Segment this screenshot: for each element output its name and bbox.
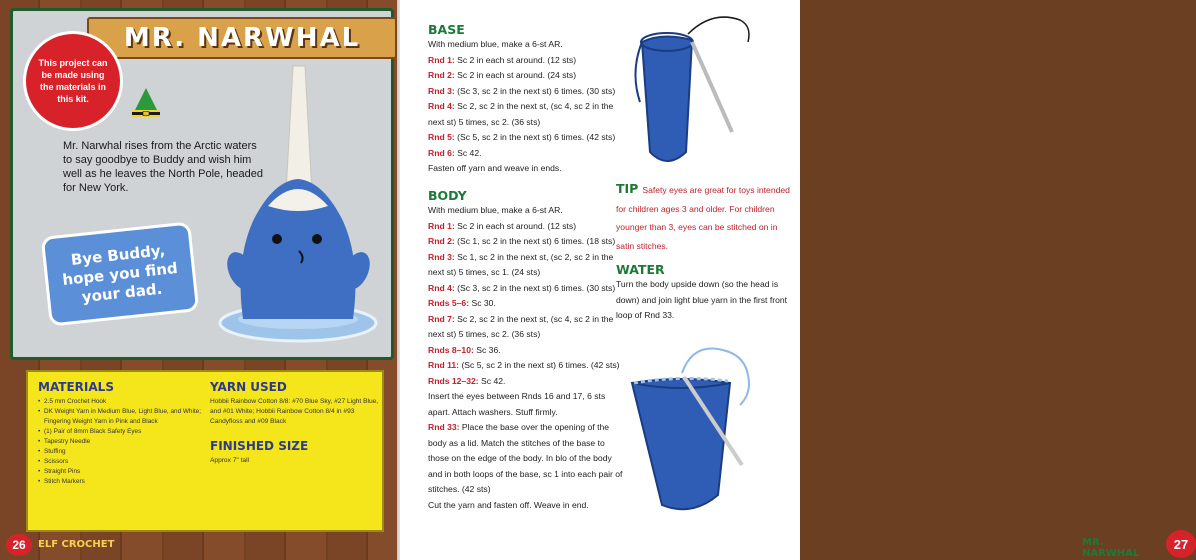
- list-item: • 2.5 mm Crochet Hook: [38, 397, 208, 407]
- base-section: [428, 22, 628, 177]
- materials-heading: MATERIALS: [38, 380, 114, 394]
- round-label: Rnd 2:: [428, 70, 455, 80]
- round-text: Sc 2, sc 2 in the next st, (sc 4, sc 2 in the next st) 5 times, sc 2. (36 sts): [428, 101, 614, 127]
- round-text: Sc 2, sc 2 in the next st, (sc 4, sc 2 in the next st) 5 times, sc 2. (36 sts): [428, 313, 614, 339]
- page-title: MR. NARWHAL: [123, 23, 361, 53]
- water-text: Turn the body upside down (so the head is down) and join light blue yarn in the first front loop of Rnd 33.: [616, 279, 788, 320]
- round-label: Rnd 2:: [428, 236, 455, 246]
- yarn-column: [210, 380, 380, 466]
- materials-list: [38, 397, 208, 487]
- finished-size-text: Approx 7" tall: [210, 457, 249, 464]
- round-text: Sc 42.: [481, 375, 506, 386]
- water-section: [616, 262, 790, 324]
- round-line: [428, 358, 628, 374]
- round-text: Sc 36.: [476, 344, 501, 355]
- water-crochet-illustration: [622, 345, 782, 520]
- materials-column: [38, 380, 208, 487]
- round-text: Sc 1, sc 2 in the next st, (sc 2, sc 2 in the next st) 5 times, sc 1. (24 sts): [428, 251, 614, 277]
- tip-box: [616, 180, 790, 254]
- round-line: [428, 281, 628, 297]
- round-line: [428, 130, 628, 146]
- body-outro: Cut the yarn and fasten off. Weave in end.: [428, 499, 589, 510]
- round-label: Rnd 7:: [428, 313, 455, 324]
- body-heading: BODY: [428, 188, 467, 203]
- list-item: • Tapestry Needle: [38, 437, 208, 447]
- round-line: [428, 99, 628, 130]
- round-line: [428, 374, 628, 390]
- round-text: Sc 2 in each st around. (12 sts): [457, 54, 577, 65]
- round-label: Rnd 6:: [428, 147, 455, 158]
- round-line: [428, 219, 628, 235]
- round-label: Rnd 1:: [428, 54, 455, 65]
- page-number-left: 26: [6, 534, 32, 556]
- list-item: • Straight Pins: [38, 467, 208, 477]
- base-pattern: [428, 37, 628, 177]
- round-text: (Sc 1, sc 2 in the next st) 6 times. (18 sts): [457, 236, 616, 246]
- yarn-text: Hobbii Rainbow Cotton 8/8: #70 Blue Sky, #27 Light Blue, and #01 White; Hobbii Rainbow Cotton 8/4 in #93 Candyfloss and #09 Black: [210, 398, 379, 425]
- round-line: [428, 53, 628, 69]
- round-label: Rnds 8–10:: [428, 344, 474, 355]
- yarn-heading: YARN USED: [210, 380, 287, 394]
- list-item: • Stitch Markers: [38, 477, 208, 487]
- round-line: [428, 312, 628, 343]
- round-label: Rnd 1:: [428, 220, 455, 231]
- round-text: Sc 42.: [457, 147, 482, 158]
- round-label: Rnd 33:: [428, 422, 460, 432]
- tip-text: Safety eyes are great for toys intended for children ages 3 and older. For children younger than 3, eyes can be stitched on in satin stitches.: [616, 185, 790, 251]
- round-line: [428, 420, 628, 498]
- round-line: [428, 296, 628, 312]
- round-line: [428, 234, 628, 250]
- round-label: Rnds 12–32:: [428, 375, 479, 386]
- base-crochet-illustration: [622, 12, 782, 172]
- round-label: Rnds 5–6:: [428, 298, 470, 308]
- footer-title: MR. NARWHAL: [1082, 537, 1140, 559]
- round-line: [428, 146, 628, 162]
- insert-eyes-text: Insert the eyes between Rnds 16 and 17, 6 sts apart. Attach washers. Stuff firmly.: [428, 391, 606, 417]
- tip-heading: TIP: [616, 181, 639, 196]
- base-outro: Fasten off yarn and weave in ends.: [428, 163, 562, 173]
- round-line: [428, 84, 628, 100]
- round-text: Sc 2 in each st around. (12 sts): [457, 220, 577, 231]
- round-text: (Sc 5, sc 2 in the next st) 6 times. (42 sts): [461, 360, 620, 370]
- base-heading: BASE: [428, 22, 465, 37]
- right-page: [400, 0, 1189, 560]
- round-text: (Sc 3, sc 2 in the next st) 6 times. (30 sts): [457, 282, 616, 293]
- round-label: Rnd 3:: [428, 251, 455, 262]
- round-label: Rnd 5:: [428, 132, 455, 142]
- round-text: Place the base over the opening of the body as a lid. Match the stitches of the base to those on the edge of the body. In blo of the body and in both loops of the base, sc 1 into each pair of stitches. (42 sts): [428, 422, 623, 494]
- elf-hat-icon: [128, 86, 164, 122]
- round-text: (Sc 5, sc 2 in the next st) 6 times. (42 sts): [457, 132, 616, 142]
- body-intro: With medium blue, make a 6-st AR.: [428, 205, 563, 215]
- round-text: Sc 2 in each st around. (24 sts): [457, 70, 577, 80]
- speech-bubble: Bye Buddy, hope you find your dad.: [41, 221, 200, 326]
- intro-text: Mr. Narwhal rises from the Arctic waters to say goodbye to Buddy and wish him well as he leaves the North Pole, headed for New York.: [63, 140, 263, 194]
- round-label: Rnd 11:: [428, 360, 460, 370]
- left-page: [0, 0, 400, 560]
- body-section: [428, 188, 628, 513]
- narwhal-photo: [213, 61, 383, 351]
- list-item: • DK Weight Yarn in Medium Blue, Light Blue, and White; Fingering Weight Yarn in Pink and Black: [38, 407, 208, 427]
- list-item: • (1) Pair of 8mm Black Safety Eyes: [38, 427, 208, 437]
- page-number-right: 27: [1166, 530, 1196, 558]
- round-line: [428, 250, 628, 281]
- list-item: • Stuffing: [38, 447, 208, 457]
- materials-box: [26, 370, 384, 532]
- title-banner: [87, 17, 397, 59]
- round-label: Rnd 4:: [428, 101, 455, 111]
- body-pattern: [428, 203, 628, 513]
- round-text: Sc 30.: [471, 298, 496, 308]
- round-label: Rnd 3:: [428, 85, 455, 96]
- list-item: • Scissors: [38, 457, 208, 467]
- feature-panel: [10, 8, 394, 360]
- finished-size-heading: FINISHED SIZE: [210, 439, 309, 453]
- water-heading: WATER: [616, 262, 665, 277]
- round-line: [428, 68, 628, 84]
- kit-badge: This project can be made using the materials in this kit.: [23, 31, 123, 131]
- round-line: [428, 343, 628, 359]
- base-intro: With medium blue, make a 6-st AR.: [428, 39, 563, 49]
- book-name: ELF CROCHET: [38, 539, 115, 550]
- round-text: (Sc 3, sc 2 in the next st) 6 times. (30 sts): [457, 85, 616, 96]
- round-label: Rnd 4:: [428, 282, 455, 293]
